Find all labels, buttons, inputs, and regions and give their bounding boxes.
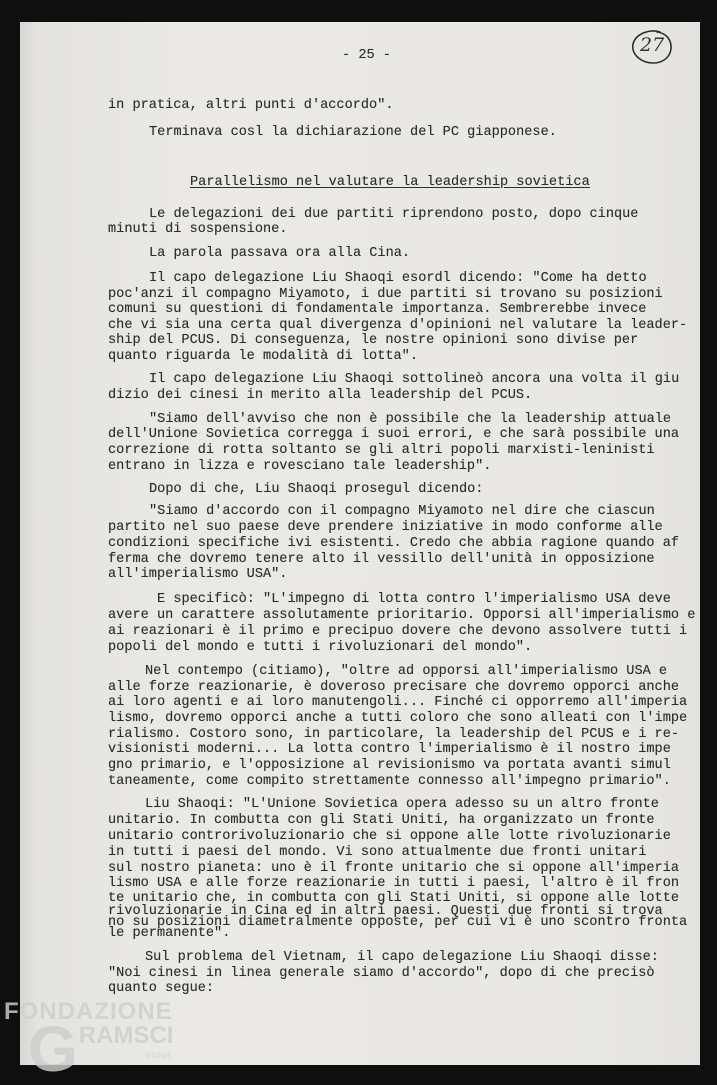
text-line: sul nostro pianeta: uno è il fronte unitario che si oppone all'imperia [108, 861, 680, 876]
text-line: minuti di sospensione. [108, 222, 288, 237]
text-line: ship del PCUS. Di conseguenza, le nostre opinioni sono divise per [108, 333, 639, 348]
text-line: "Siamo dell'avviso che non è possibile che la leadership attuale [149, 412, 672, 427]
text-line: Il capo delegazione Liu Shaoqi esordl dicendo: "Come ha detto [149, 271, 647, 286]
text-line: lismo USA e alle forze reazionarie in tutti i paesi, l'altro è il fron [108, 876, 680, 891]
text-line: taneamente, come compito strettamente connesso all'impegno primario". [108, 774, 671, 789]
text-line: all'imperialismo USA". [108, 567, 288, 582]
text-line: te unitario che, in combutta con gli Stati Uniti, si oppone alle lotte [108, 891, 680, 906]
text-line: ferma che dovremo tenere alto il vessillo dell'unità in opposizione [108, 552, 655, 567]
watermark-fondazione: FONDAZIONE [4, 998, 173, 1025]
text-line: poc'anzi il compagno Miyamoto, i due partiti si trovano su posizioni [108, 287, 663, 302]
text-line: in tutti i paesi del mondo. Vi sono attualmente due fronti unitari [108, 845, 647, 860]
handwritten-page-number: 27 [640, 34, 665, 56]
text-line: Liu Shaoqi: "L'Unione Sovietica opera adesso su un altro fronte [145, 797, 659, 812]
text-line: Sul problema del Vietnam, il capo delegazione Liu Shaoqi disse: [145, 950, 659, 965]
text-line: alle forze reazionarie, è doveroso precisare che dovremo opporci anche [108, 680, 680, 695]
text-line: Il capo delegazione Liu Shaoqi sottolineò ancora una volta il giu [149, 372, 680, 387]
text-line: popoli del mondo e tutti i rivoluzionari del mondo". [108, 640, 533, 655]
text-line: Le delegazioni dei due partiti riprendono posto, dopo cinque [149, 207, 639, 222]
text-line: visionisti moderni... La lotta contro l'imperialismo è il nostro impe [108, 742, 671, 757]
text-line: le permanente". [108, 926, 231, 941]
text-line: avere un carattere assolutamente prioritario. Opporsi all'imperialismo e [108, 608, 696, 623]
section-heading: Parallelismo nel valutare la leadership sovietica [190, 175, 590, 190]
text-line: quanto segue: [108, 981, 215, 996]
text-line: correzione di rotta soltanto se gli altri popoli marxisti-leninisti [108, 443, 655, 458]
text-line: "Siamo d'accordo con il compagno Miyamoto nel dire che ciascun [149, 504, 655, 519]
text-line: condizioni specifiche ivi esistenti. Credo che abbia ragione quando af [108, 536, 680, 551]
text-line: unitario controrivoluzionario che si oppone alle lotte rivoluzionarie [108, 829, 671, 844]
text-line: Nel contempo (citiamo), "oltre ad opporsi all'imperialismo USA e [145, 664, 668, 679]
text-line: che vi sia una certa qual divergenza d'opinioni nel valutare la leader- [108, 318, 688, 333]
watermark-onlus: onlus [146, 1050, 173, 1060]
page-number: - 25 - [342, 48, 391, 63]
text-line: rivoluzionarie in Cina ed in altri paesi. Questi due fronti si trova [108, 904, 663, 919]
text-line: Terminava cosl la dichiarazione del PC giapponese. [149, 125, 557, 140]
text-line: entrano in lizza e rovesciano tale leadership". [108, 459, 492, 474]
watermark-gramsci: GRAMSCI [28, 1013, 174, 1085]
text-line: La parola passava ora alla Cina. [149, 246, 411, 261]
text-line: quanto riguarda le modalità di lotta". [108, 349, 418, 364]
text-line: E specificò: "L'impegno di lotta contro l'imperialismo USA deve [157, 592, 671, 607]
text-line: "Noi cinesi in linea generale siamo d'accordo", dopo di che precisò [108, 966, 655, 981]
text-line: comuni su questioni di fondamentale importanza. Sembrerebbe invece [108, 302, 647, 317]
text-line: dell'Unione Sovietica corregga i suoi errori, e che sarà possibile una [108, 427, 680, 442]
text-line: Dopo di che, Liu Shaoqi prosegul dicendo: [149, 482, 484, 497]
text-line: ai reazionari è il primo e precipuo dovere che devono assolvere tutti i [108, 624, 688, 639]
text-line: ai loro agenti e ai loro manutengoli... Finché ci opporremo all'imperia [108, 695, 688, 710]
text-line: partito nel suo paese deve prendere iniziative in modo conforme alle [108, 520, 663, 535]
text-line: in pratica, altri punti d'accordo". [108, 98, 394, 113]
text-line: no su posizioni diametralmente opposte, per cui vi è uno scontro fronta [108, 915, 688, 930]
text-line: lismo, dovremo opporci anche a tutti coloro che sono alleati con l'impe [108, 711, 688, 726]
text-line: rialismo. Costoro sono, in particolare, la leadership del PCUS e i re- [108, 727, 680, 742]
text-line: dizio dei cinesi in merito alla leadership del PCUS. [108, 388, 533, 403]
text-line: gno primario, e l'opposizione al revisionismo va portata avanti simul [108, 758, 671, 773]
text-line: unitario. In combutta con gli Stati Uniti, ha organizzato un fronte [108, 813, 655, 828]
